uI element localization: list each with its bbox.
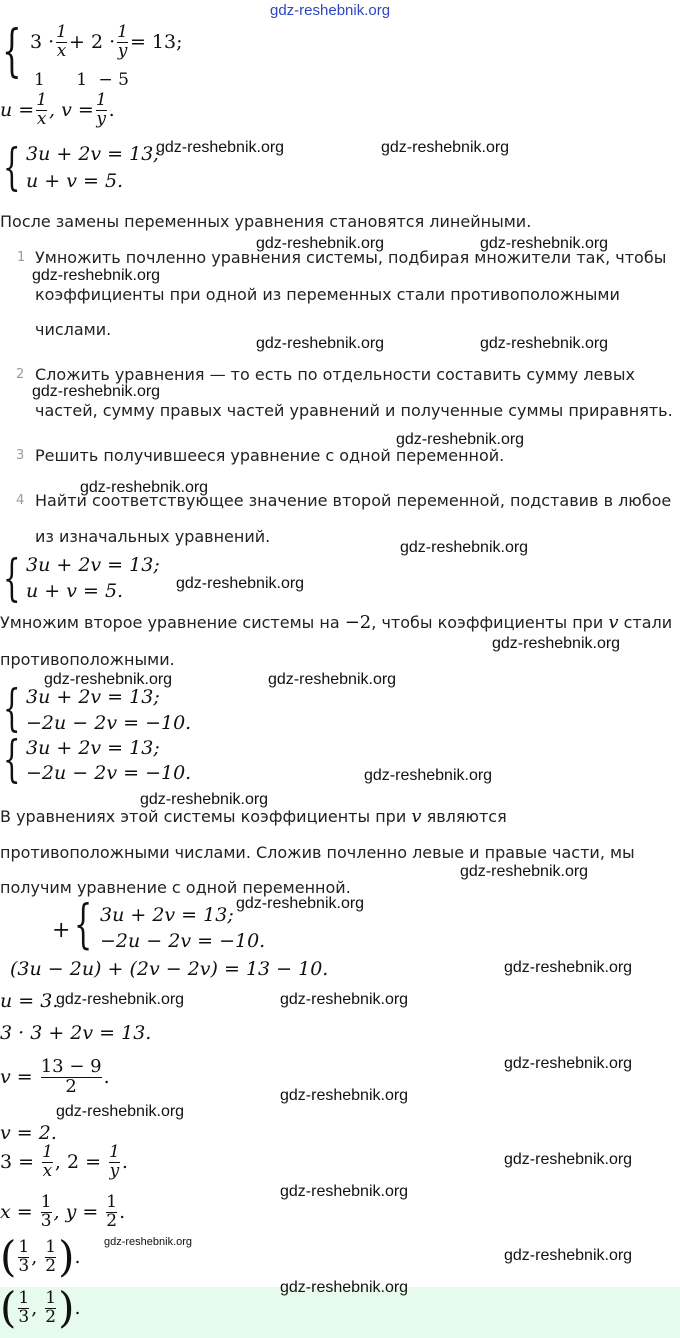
watermark: gdz-reshebnik.org (364, 767, 493, 784)
watermark: gdz-reshebnik.org (396, 431, 525, 448)
initial-equation-2: 1 1 − 5 (34, 70, 129, 90)
watermark: gdz-reshebnik.org (268, 671, 397, 688)
watermark: gdz-reshebnik.org (56, 991, 185, 1008)
watermark: gdz-reshebnik.org (80, 479, 209, 496)
system-brace: { (3, 730, 21, 788)
watermark: gdz-reshebnik.org (156, 139, 285, 156)
system-equation-2: −2u − 2v = −10. (100, 930, 266, 952)
answer: ( $\frac{1}{3}$ , $\frac{1}{2}$ ) . (0, 1283, 81, 1332)
substitution-line: u = $\frac{1}{x}$ , v = $\frac{1}{y}$ . (0, 90, 115, 129)
system-brace: { (2, 19, 22, 84)
system-equation-2: u + v = 5. (26, 580, 124, 602)
watermark: gdz-reshebnik.org (504, 1151, 633, 1168)
step-number: 2 (16, 367, 25, 382)
watermark: gdz-reshebnik.org (236, 895, 365, 912)
system-equation-1: 3u + 2v = 13; (26, 737, 160, 759)
system-brace: { (3, 138, 21, 196)
step-text: Найти соответствующее значение второй переменной, подставив в любое (35, 491, 672, 510)
step-text: из изначальных уравнений. (35, 527, 271, 546)
watermark: gdz-reshebnik.org (480, 235, 609, 252)
watermark: gdz-reshebnik.org (256, 235, 385, 252)
system-brace: { (3, 549, 21, 607)
watermark: gdz-reshebnik.org (492, 635, 621, 652)
system-equation-1: 3u + 2v = 13; (100, 904, 234, 926)
step-number: 4 (16, 493, 25, 508)
system-equation-1: 3u + 2v = 13; (26, 554, 160, 576)
step-text: частей, сумму правых частей уравнений и полученные суммы приравнять. (35, 401, 673, 420)
system-equation-2: −2u − 2v = −10. (26, 712, 192, 734)
system-brace: { (74, 895, 93, 955)
initial-equation-1: 3 · $\frac{1}{x}$ + 2 · $\frac{1}{y}$ = 13; (30, 22, 183, 61)
step-number: 3 (16, 448, 25, 463)
watermark: gdz-reshebnik.org (140, 791, 269, 808)
watermark: gdz-reshebnik.org (56, 1103, 185, 1120)
watermark: gdz-reshebnik.org (460, 863, 589, 880)
v-value: v = 2. (0, 1122, 57, 1144)
opposite-text-line1: В уравнениях этой системы коэффициенты при v являются (0, 806, 507, 827)
watermark: gdz-reshebnik.org (270, 2, 391, 19)
opposite-text-line3: получим уравнение с одной переменной. (0, 878, 351, 897)
watermark: gdz-reshebnik.org (280, 1279, 409, 1296)
step-text: Сложить уравнения — то есть по отдельности составить сумму левых (35, 365, 635, 384)
step-text: Решить получившееся уравнение с одной переменной. (35, 446, 505, 465)
system-equation-2: −2u − 2v = −10. (26, 762, 192, 784)
watermark: gdz-reshebnik.org (400, 539, 529, 556)
sum-equation: (3u − 2u) + (2v − 2v) = 13 − 10. (10, 958, 329, 980)
u-value: u = 3. (0, 990, 59, 1012)
system-brace: { (3, 679, 21, 737)
watermark: gdz-reshebnik.org (32, 267, 161, 284)
step-text: числами. (35, 320, 112, 339)
solution-pair: ( $\frac{1}{3}$ , $\frac{1}{2}$ ) . (0, 1232, 81, 1281)
substitute-equation: 3 · 3 + 2v = 13. (0, 1022, 152, 1044)
intro-text: После замены переменных уравнения становятся линейными. (0, 212, 532, 231)
system-equation-2: u + v = 5. (26, 170, 124, 192)
step-text: Умножить почленно уравнения системы, подбирая множители так, чтобы (35, 248, 667, 267)
xy-values: x = $\frac{1}{3}$ , y = $\frac{1}{2}$ . (0, 1192, 126, 1231)
watermark: gdz-reshebnik.org (256, 335, 385, 352)
opposite-text-line2: противоположными числами. Сложив почленно левые и правые части, мы (0, 843, 635, 862)
watermark: gdz-reshebnik.org (504, 1247, 633, 1264)
watermark: gdz-reshebnik.org (504, 1055, 633, 1072)
system-equation-1: 3u + 2v = 13; (26, 143, 160, 165)
watermark: gdz-reshebnik.org (381, 139, 510, 156)
back-substitution: 3 = $\frac{1}{x}$ , 2 = $\frac{1}{y}$ . (0, 1142, 128, 1181)
watermark: gdz-reshebnik.org (504, 959, 633, 976)
plus-sign: + (52, 918, 71, 943)
watermark: gdz-reshebnik.org (32, 383, 161, 400)
watermark: gdz-reshebnik.org (280, 991, 409, 1008)
watermark: gdz-reshebnik.org (176, 575, 305, 592)
step-text: коэффициенты при одной из переменных стали противоположными (35, 285, 620, 304)
watermark: gdz-reshebnik.org (280, 1087, 409, 1104)
watermark: gdz-reshebnik.org (480, 335, 609, 352)
step-number: 1 (17, 250, 26, 265)
watermark: gdz-reshebnik.org (44, 671, 173, 688)
multiply-text: Умножим второе уравнение системы на −2, чтобы коэффициенты при v стали (0, 612, 673, 633)
system-equation-1: 3u + 2v = 13; (26, 686, 160, 708)
v-fraction-equation: v = $\frac{13 - 9}{2}$ . (0, 1056, 110, 1097)
watermark: gdz-reshebnik.org (280, 1183, 409, 1200)
watermark: gdz-reshebnik.org (104, 1236, 193, 1248)
multiply-text-line2: противоположными. (0, 650, 175, 669)
